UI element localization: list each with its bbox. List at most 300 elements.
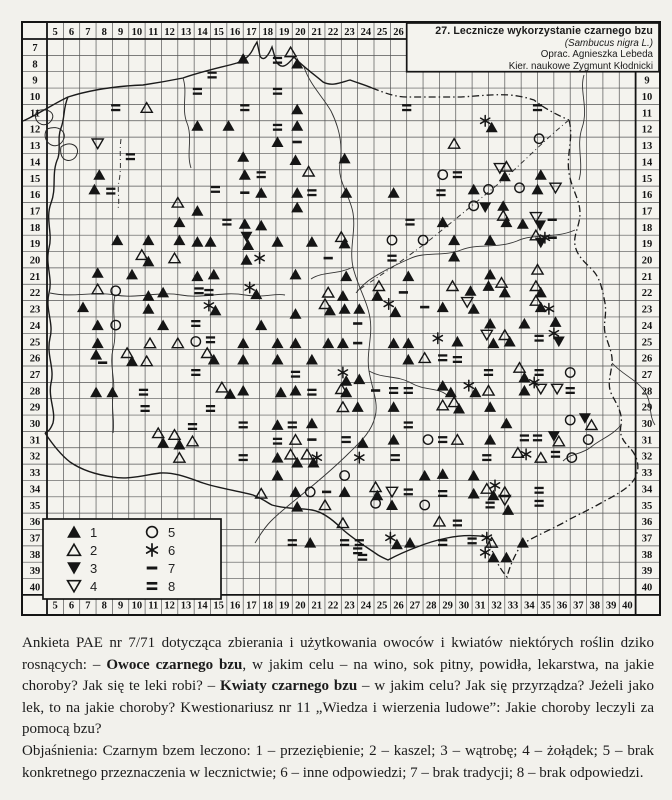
map-symbol-filled-up-triangle (93, 169, 105, 180)
map-symbol-equals (535, 487, 544, 494)
map-title-supervisor: Kier. naukowe Zygmunt Kłodnicki (508, 60, 653, 72)
map-symbol-open-up-triangle (290, 435, 301, 445)
map-symbol-equals (191, 320, 200, 327)
map-symbol-equals (404, 488, 413, 495)
map-symbol-dash (147, 567, 158, 570)
map-symbol-open-up-triangle (586, 420, 597, 430)
map-symbol-filled-up-triangle (241, 254, 253, 265)
grid-label: 35 (540, 600, 551, 612)
map-symbol-filled-up-triangle (173, 217, 185, 228)
grid-label: 23 (641, 304, 653, 316)
map-symbol-equals (240, 104, 249, 111)
legend-label: 2 (90, 542, 98, 558)
circle-open-icon (143, 524, 161, 540)
map-symbol-dash (293, 141, 302, 144)
map-symbol-filled-up-triangle (92, 338, 104, 349)
grid-label: 28 (29, 386, 41, 398)
map-symbol-open-up-triangle (216, 382, 227, 392)
legend-label: 7 (168, 560, 176, 576)
map-symbol-filled-up-triangle (67, 526, 81, 538)
caption-survey-text (22, 633, 654, 741)
grid-label: 25 (641, 337, 653, 349)
map-symbol-filled-up-triangle (339, 238, 351, 249)
grid-label: 14 (641, 157, 653, 169)
map-symbol-equals (273, 124, 282, 131)
grid-label: 34 (29, 484, 41, 496)
grid-label: 15 (213, 27, 224, 39)
legend-label: 6 (168, 542, 176, 558)
map-symbol-filled-up-triangle (500, 418, 512, 429)
grid-label: 18 (262, 27, 273, 39)
map-symbol-open-down-triangle (481, 330, 492, 340)
map-symbol-asterisk (384, 299, 393, 310)
caption-segment: Kwiaty czarnego bzu (220, 678, 358, 695)
map-symbol-filled-up-triangle (255, 320, 267, 331)
grid-label: 14 (197, 27, 208, 39)
map-symbol-filled-up-triangle (517, 537, 529, 548)
map-symbol-filled-up-triangle (484, 235, 496, 246)
grid-label: 9 (117, 27, 124, 39)
grid-label: 9 (32, 75, 38, 87)
map-symbol-open-up-triangle (301, 449, 312, 459)
map-symbol-filled-up-triangle (532, 184, 544, 195)
map-symbol-filled-up-triangle (191, 271, 203, 282)
map-symbol-open-up-triangle (323, 287, 334, 297)
map-symbol-open-circle (147, 527, 158, 538)
grid-label: 30 (641, 419, 653, 431)
map-symbol-equals (273, 88, 282, 95)
grid-label: 22 (29, 288, 41, 300)
map-symbol-filled-up-triangle (388, 401, 400, 412)
grid-label: 11 (30, 108, 40, 120)
grid-label: 28 (641, 386, 653, 398)
map-symbol-filled-up-triangle (142, 235, 154, 246)
map-symbol-open-up-triangle (535, 453, 546, 463)
map-symbol-equals (391, 454, 400, 461)
grid-label: 29 (641, 402, 653, 414)
map-symbol-equals (188, 423, 197, 430)
map-symbol-filled-up-triangle (239, 169, 251, 180)
map-symbol-filled-up-triangle (404, 537, 416, 548)
map-symbol-filled-up-triangle (255, 220, 267, 231)
grid-label: 14 (29, 157, 41, 169)
grid-label: 10 (131, 27, 143, 39)
map-symbol-open-down-triangle (535, 384, 546, 394)
map-symbol-filled-up-triangle (504, 336, 516, 347)
legend-label: 3 (90, 560, 98, 576)
map-symbol-filled-up-triangle (487, 490, 499, 501)
map-symbol-open-up-triangle (373, 281, 384, 291)
map-symbol-filled-up-triangle (142, 256, 154, 267)
map-symbol-filled-up-triangle (468, 470, 480, 481)
map-symbol-open-up-triangle (169, 253, 180, 263)
grid-label: 33 (29, 468, 41, 480)
grid-label: 38 (589, 600, 600, 612)
map-symbol-filled-up-triangle (290, 269, 302, 280)
grid-label: 10 (29, 92, 41, 104)
map-symbol-filled-up-triangle (337, 338, 349, 349)
map-symbol-filled-up-triangle (205, 236, 217, 247)
grid-label: 39 (29, 566, 41, 578)
map-symbol-filled-up-triangle (92, 267, 104, 278)
map-symbol-filled-up-triangle (340, 187, 352, 198)
map-symbol-open-up-triangle (92, 284, 103, 294)
map-symbol-filled-up-triangle (272, 419, 284, 430)
map-symbol-filled-up-triangle (402, 338, 414, 349)
grid-label: 14 (197, 600, 208, 612)
map-symbol-equals (453, 171, 462, 178)
caption-segment: Owoce czarnego bzu (106, 656, 243, 673)
map-symbol-filled-up-triangle (290, 308, 302, 319)
map-symbol-filled-up-triangle (291, 187, 303, 198)
map-symbol-filled-up-triangle (322, 338, 334, 349)
legend-item-triangle-down-open (65, 578, 143, 594)
grid-label: 37 (573, 600, 584, 612)
grid-label: 18 (262, 600, 273, 612)
map-symbol-open-up-triangle (419, 353, 430, 363)
map-symbol-filled-up-triangle (306, 418, 318, 429)
map-symbol-filled-up-triangle (340, 387, 352, 398)
grid-label: 13 (29, 141, 41, 153)
grid-label: 21 (641, 271, 653, 283)
map-symbol-open-up-triangle (144, 338, 155, 348)
map-symbol-filled-up-triangle (111, 235, 123, 246)
grid-label: 31 (475, 600, 486, 612)
map-symbol-dash (420, 306, 429, 309)
map-symbol-filled-up-triangle (272, 136, 284, 147)
map-symbol-filled-up-triangle (448, 235, 460, 246)
grid-label: 12 (641, 124, 653, 136)
caption-segment: , w jakim celu – na wino, sok pitny, powidła, lekarstwa, na jakie choroby? Jak się te leki robi? – (22, 656, 654, 695)
map-symbol-asterisk (255, 253, 264, 264)
map-symbol-equals (482, 454, 491, 461)
map-symbol-asterisk (355, 452, 364, 463)
grid-label: 35 (641, 500, 653, 512)
map-symbol-filled-up-triangle (453, 403, 465, 414)
grid-label: 15 (29, 173, 41, 185)
asterisk-icon (143, 542, 161, 558)
map-symbol-equals (535, 369, 544, 376)
map-symbol-filled-up-triangle (502, 504, 514, 515)
grid-label: 36 (29, 517, 41, 529)
grid-label: 27 (29, 369, 41, 381)
triangle-up-open-icon (65, 542, 83, 558)
map-symbol-open-up-triangle (496, 278, 507, 288)
grid-label: 19 (29, 239, 41, 251)
map-title: 27. Lecznicze wykorzystanie czarnego bzu (435, 25, 653, 37)
grid-label: 22 (327, 600, 339, 612)
map-symbol-filled-up-triangle (517, 218, 529, 229)
map-symbol-open-circle (387, 235, 396, 244)
map-symbol-open-down-triangle (92, 139, 103, 149)
map-symbol-filled-up-triangle (157, 287, 169, 298)
map-symbol-filled-up-triangle (191, 120, 203, 131)
grid-label: 25 (29, 337, 41, 349)
map-symbol-filled-up-triangle (106, 387, 118, 398)
map-symbol-filled-up-triangle (483, 280, 495, 291)
map-symbol-filled-up-triangle (88, 184, 100, 195)
grid-label: 10 (131, 600, 143, 612)
grid-label: 26 (641, 353, 653, 365)
grid-label: 17 (246, 27, 257, 39)
map-symbol-open-up-triangle (449, 139, 460, 149)
grid-label: 26 (29, 353, 41, 365)
legend-label: 5 (168, 524, 176, 540)
map-symbol-equals (257, 171, 266, 178)
grid-label: 6 (68, 27, 75, 39)
map-symbol-equals (273, 57, 282, 64)
map-symbol-filled-up-triangle (272, 236, 284, 247)
map-symbol-open-circle (423, 435, 432, 444)
map-symbol-filled-up-triangle (237, 385, 249, 396)
map-symbol-equals (486, 502, 495, 509)
grid-label: 8 (101, 27, 107, 39)
grid-label: 26 (393, 27, 404, 39)
map-symbol-filled-up-triangle (451, 336, 463, 347)
map-symbol-filled-up-triangle (550, 316, 562, 327)
map-symbol-filled-up-triangle (484, 269, 496, 280)
map-symbol-filled-up-triangle (304, 537, 316, 548)
map-symbol-filled-up-triangle (484, 434, 496, 445)
map-symbol-open-down-triangle (386, 487, 397, 497)
grid-label: 20 (295, 600, 306, 612)
grid-label: 33 (641, 468, 653, 480)
grid-label: 6 (68, 600, 75, 612)
map-symbol-filled-up-triangle (157, 437, 169, 448)
legend-item-circle-open (143, 524, 221, 540)
grid-label: 23 (344, 600, 355, 612)
map-symbol-open-up-triangle (514, 363, 525, 373)
map-symbol-equals (387, 255, 396, 262)
map-symbol-equals (211, 186, 220, 193)
map-symbol-open-circle (191, 337, 200, 346)
grid-label: 32 (29, 451, 41, 463)
grid-label: 21 (311, 600, 323, 612)
grid-label: 39 (641, 566, 653, 578)
legend-item-triangle-down-filled (65, 560, 143, 576)
map-symbol-filled-up-triangle (272, 338, 284, 349)
map-symbol-filled-up-triangle (353, 303, 365, 314)
triangle-up-filled-icon (65, 524, 83, 540)
map-symbol-filled-up-triangle (486, 122, 498, 133)
map-symbol-filled-up-triangle (437, 380, 449, 391)
map-symbol-filled-up-triangle (290, 338, 302, 349)
grid-label: 30 (29, 419, 41, 431)
map-symbol-filled-up-triangle (90, 387, 102, 398)
map-symbol-equals (358, 554, 367, 561)
grid-label: 36 (556, 600, 568, 612)
map-symbol-equals (208, 72, 217, 79)
map-symbol-filled-up-triangle (191, 205, 203, 216)
map-symbol-equals (453, 356, 462, 363)
map-symbol-filled-up-triangle (468, 303, 480, 314)
map-symbol-open-up-triangle (370, 482, 381, 492)
map-symbol-equals (404, 421, 413, 428)
map-symbol-equals (535, 500, 544, 507)
grid-label: 31 (29, 435, 41, 447)
grid-label: 39 (605, 600, 617, 612)
map-symbol-filled-up-triangle (90, 349, 102, 360)
map-symbol-filled-up-triangle (391, 539, 403, 550)
map-symbol-equals (195, 287, 204, 294)
map-symbol-filled-up-triangle (223, 120, 235, 131)
grid-label: 21 (29, 271, 41, 283)
grid-label: 40 (29, 582, 41, 594)
grid-label: 9 (117, 600, 124, 612)
map-symbol-dash (322, 491, 331, 494)
map-symbol-open-down-triangle (462, 298, 473, 308)
map-symbol-filled-up-triangle (465, 285, 477, 296)
map-symbol-equals (404, 387, 413, 394)
map-symbol-open-up-triangle (447, 281, 458, 291)
boxes (43, 23, 659, 599)
map-frame (21, 21, 661, 616)
map-symbol-filled-up-triangle (497, 200, 509, 211)
map-symbol-filled-up-triangle (242, 239, 254, 250)
map-symbol-filled-up-triangle (352, 401, 364, 412)
dash-icon (143, 560, 161, 576)
map-symbol-open-circle (584, 435, 593, 444)
map-symbol-open-up-triangle (174, 453, 185, 463)
map-symbol-open-up-triangle (68, 544, 81, 555)
grid-label: 13 (641, 141, 653, 153)
grid-label: 5 (52, 27, 58, 39)
caption (22, 633, 654, 784)
map-symbol-dash (399, 291, 408, 294)
map-symbol-asterisk (245, 282, 254, 293)
map-symbol-filled-up-triangle (339, 303, 351, 314)
map-symbol-filled-down-triangle (67, 562, 81, 574)
legend-label: 1 (90, 524, 98, 540)
map-symbol-filled-up-triangle (487, 338, 499, 349)
map-symbol-equals (204, 289, 213, 296)
map-symbol-equals (126, 153, 135, 160)
map-symbol-equals (436, 189, 445, 196)
grid-label: 17 (246, 600, 257, 612)
map-symbol-open-up-triangle (452, 435, 463, 445)
grid-label: 11 (148, 600, 159, 612)
grid-label: 19 (278, 600, 290, 612)
map-symbol-filled-up-triangle (388, 187, 400, 198)
map-symbol-open-up-triangle (337, 402, 348, 412)
map-symbol-filled-up-triangle (388, 338, 400, 349)
map-symbol-open-up-triangle (141, 356, 152, 366)
grid-label: 13 (180, 27, 192, 39)
grid-label: 25 (376, 600, 388, 612)
map-symbol-filled-up-triangle (389, 306, 401, 317)
map-symbol-filled-up-triangle (469, 387, 481, 398)
map-symbol-dash (353, 342, 362, 345)
map-symbol-equals (342, 436, 351, 443)
grid-label: 23 (29, 304, 41, 316)
map-symbol-filled-up-triangle (237, 151, 249, 162)
grid-label: 19 (278, 27, 290, 39)
grid-label: 16 (229, 27, 241, 39)
map-symbol-open-circle (534, 134, 543, 143)
map-symbol-filled-up-triangle (484, 318, 496, 329)
map-symbol-filled-up-triangle (371, 290, 383, 301)
grid-label: 16 (641, 190, 653, 202)
grid-label: 22 (327, 27, 339, 39)
legend-label: 4 (90, 578, 98, 594)
map-symbol-dash (98, 361, 107, 364)
map-symbol-filled-up-triangle (272, 452, 284, 463)
map-symbol-filled-up-triangle (535, 169, 547, 180)
map-symbol-filled-up-triangle (500, 217, 512, 228)
grid-label: 40 (622, 600, 633, 612)
map-symbol-filled-up-triangle (142, 303, 154, 314)
grid-label: 7 (32, 42, 38, 54)
triangle-down-open-icon (65, 578, 83, 594)
map-symbol-filled-up-triangle (291, 120, 303, 131)
map-symbol-filled-up-triangle (77, 302, 89, 313)
grid-label: 13 (180, 600, 192, 612)
map-symbol-open-up-triangle (437, 400, 448, 410)
map-symbol-filled-down-triangle (553, 337, 565, 348)
map-symbol-filled-up-triangle (353, 374, 365, 385)
map-symbol-asterisk (522, 449, 531, 460)
map-symbol-asterisk (147, 544, 158, 556)
map-symbol-dash (548, 218, 557, 221)
map-symbol-asterisk (490, 480, 499, 491)
map-symbol-asterisk (204, 300, 213, 311)
map-symbol-filled-up-triangle (173, 235, 185, 246)
grid-label: 15 (213, 600, 224, 612)
grid-label: 18 (29, 222, 41, 234)
map-legend (43, 519, 221, 599)
map-symbol-filled-up-triangle (437, 217, 449, 228)
grid-label: 12 (164, 27, 175, 39)
map-symbol-filled-up-triangle (468, 184, 480, 195)
map-symbol-filled-up-triangle (237, 354, 249, 365)
grid-label: 38 (29, 549, 41, 561)
map-symbol-filled-up-triangle (339, 486, 351, 497)
grid-label: 17 (29, 206, 41, 218)
grid-label: 40 (641, 582, 653, 594)
map-symbol-dash (371, 389, 380, 392)
map-title-box (409, 24, 653, 72)
grid-label: 5 (52, 600, 58, 612)
grid-label: 37 (641, 533, 653, 545)
grid-label: 16 (29, 190, 41, 202)
map-symbol-filled-up-triangle (290, 486, 302, 497)
legend-item-equals (143, 578, 221, 594)
grid-label: 11 (148, 27, 159, 39)
map-symbol-open-down-triangle (68, 581, 81, 592)
caption-explanations-text: Objaśnienia: Czarnym bzem leczono: 1 – przeziębienie; 2 – kaszel; 3 – wątrobę; 4 – żołądek; 5 – brak konkretnego przeznaczenia w lecznictwie; 6 – inne odpowiedzi; 7 – brak tradycji; 8 – brak odpowiedzi. (22, 742, 654, 781)
map-symbol-filled-up-triangle (208, 354, 220, 365)
grid-label: 7 (85, 27, 91, 39)
grid-label: 24 (360, 27, 372, 39)
grid-label: 29 (29, 402, 41, 414)
map-symbol-filled-up-triangle (402, 271, 414, 282)
map-symbol-equals (551, 451, 560, 458)
map-symbol-filled-up-triangle (340, 271, 352, 282)
grid-label: 18 (641, 222, 653, 234)
map-symbol-dash (240, 191, 249, 194)
grid-label: 8 (32, 59, 38, 71)
legend-item-triangle-up-open (65, 542, 143, 558)
map-symbol-filled-up-triangle (468, 488, 480, 499)
grid-label: 20 (641, 255, 653, 267)
map-symbol-filled-up-triangle (291, 501, 303, 512)
map-symbol-filled-up-triangle (484, 401, 496, 412)
map-symbol-filled-up-triangle (388, 434, 400, 445)
map-symbol-dash (307, 438, 316, 441)
map-symbol-dash (548, 236, 557, 239)
map-symbol-filled-up-triangle (92, 320, 104, 331)
map-symbol-filled-up-triangle (291, 58, 303, 69)
